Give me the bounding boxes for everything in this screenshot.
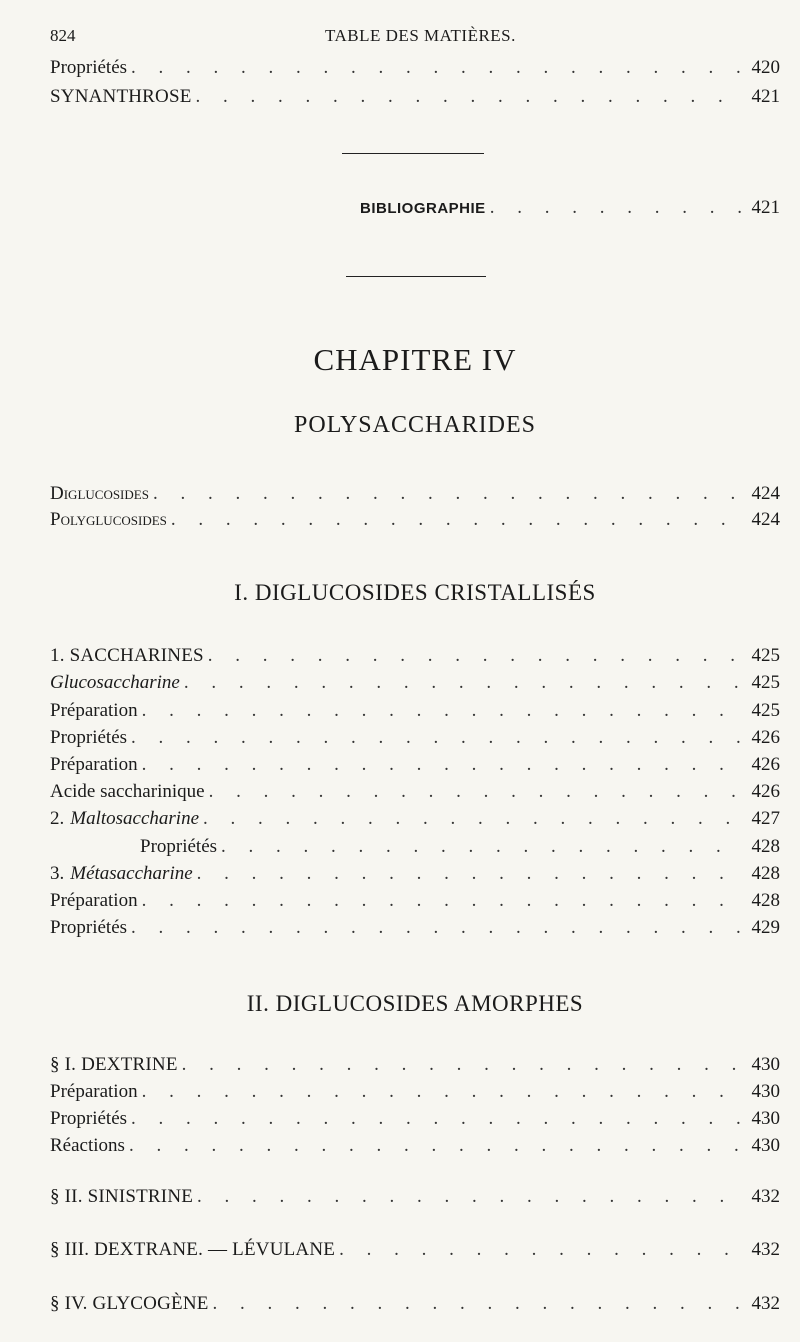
- chapter-title: POLYSACCHARIDES: [294, 412, 536, 438]
- entry-page: 426: [751, 727, 780, 748]
- entry-page: 425: [751, 700, 780, 721]
- entry-label: Métasaccharine: [70, 863, 193, 884]
- toc-entry: [50, 1108, 780, 1134]
- entry-number: 3.: [50, 863, 65, 884]
- entry-page: 426: [751, 781, 780, 802]
- toc-entry: [50, 700, 780, 726]
- leader-dots: [142, 1081, 742, 1103]
- entry-label: Préparation: [50, 890, 138, 911]
- toc-entry-bibliography: [360, 197, 780, 223]
- entry-label: Propriétés: [50, 1108, 128, 1129]
- entry-label: BIBLIOGRAPHIE: [360, 200, 486, 217]
- entry-page: 428: [751, 836, 780, 857]
- leader-dots: [142, 754, 742, 776]
- leader-dots: [490, 197, 742, 219]
- toc-entry: [50, 1135, 780, 1161]
- entry-label: Propriétés: [50, 727, 128, 748]
- leader-dots: [182, 1054, 742, 1076]
- leader-dots: [203, 808, 742, 830]
- entry-page: 430: [751, 1108, 780, 1129]
- leader-dots: [221, 836, 742, 858]
- leader-dots: [197, 863, 742, 885]
- entry-page: 432: [751, 1239, 780, 1260]
- leader-dots: [209, 781, 742, 803]
- leader-dots: [197, 1186, 742, 1208]
- toc-entry: [50, 917, 780, 943]
- entry-label: Propriétés: [50, 57, 128, 78]
- entry-label: 1. SACCHARINES: [50, 645, 204, 666]
- entry-label: § III. DEXTRANE. — LÉVULANE: [50, 1239, 336, 1260]
- toc-entry: [50, 645, 780, 671]
- entry-label: Glucosaccharine: [50, 672, 180, 693]
- leader-dots: [142, 890, 742, 912]
- toc-entry: [50, 863, 780, 889]
- toc-entry: [50, 727, 780, 753]
- entry-label: SYNANTHROSE: [50, 86, 192, 107]
- toc-entry: [50, 1239, 780, 1265]
- toc-entry: [50, 1293, 780, 1319]
- entry-label: Propriétés: [140, 836, 218, 857]
- entry-page: 427: [751, 808, 780, 829]
- entry-page: 425: [751, 645, 780, 666]
- toc-entry: [50, 1054, 780, 1080]
- page-number: 824: [50, 26, 76, 45]
- entry-label: § II. SINISTRINE: [50, 1186, 194, 1207]
- entry-page: 420: [751, 57, 780, 78]
- book-page: [50, 0, 780, 1342]
- toc-entry: [50, 808, 780, 834]
- entry-page: 421: [751, 197, 780, 218]
- page-header: [50, 26, 780, 48]
- toc-entry: [50, 1081, 780, 1107]
- leader-dots: [131, 1108, 742, 1130]
- leader-dots: [171, 509, 742, 531]
- entry-page: 428: [751, 863, 780, 884]
- entry-label: Préparation: [50, 754, 138, 775]
- entry-label: Réactions: [50, 1135, 125, 1156]
- toc-entry: [50, 86, 780, 112]
- entry-page: 425: [751, 672, 780, 693]
- divider-rule: [346, 276, 486, 277]
- entry-label: Acide saccharinique: [50, 781, 205, 802]
- leader-dots: [131, 57, 742, 79]
- entry-page: 432: [751, 1293, 780, 1314]
- divider-rule: [342, 153, 484, 154]
- entry-label: § IV. GLYCOGÈNE: [50, 1293, 209, 1314]
- toc-entry: [50, 672, 780, 698]
- leader-dots: [131, 917, 742, 939]
- chapter-number: CHAPITRE IV: [313, 342, 517, 377]
- entry-label: Diglucosides: [50, 483, 149, 504]
- entry-page: 426: [751, 754, 780, 775]
- entry-page: 429: [751, 917, 780, 938]
- leader-dots: [208, 645, 742, 667]
- running-title: TABLE DES MATIÈRES.: [325, 26, 516, 45]
- entry-page: 421: [751, 86, 780, 107]
- entry-page: 428: [751, 890, 780, 911]
- leader-dots: [129, 1135, 742, 1157]
- entry-page: 432: [751, 1186, 780, 1207]
- leader-dots: [153, 483, 742, 505]
- toc-entry: [50, 754, 780, 780]
- entry-label: Maltosaccharine: [70, 808, 200, 829]
- entry-page: 430: [751, 1081, 780, 1102]
- entry-page: 430: [751, 1054, 780, 1075]
- toc-entry: [50, 509, 780, 535]
- section-title: II. DIGLUCOSIDES AMORPHES: [246, 991, 584, 1016]
- toc-entry: [50, 890, 780, 916]
- toc-entry: [140, 836, 780, 862]
- entry-label: § I. DEXTRINE: [50, 1054, 178, 1075]
- entry-label: Préparation: [50, 700, 138, 721]
- leader-dots: [142, 700, 742, 722]
- leader-dots: [196, 86, 742, 108]
- leader-dots: [131, 727, 742, 749]
- leader-dots: [213, 1293, 742, 1315]
- leader-dots: [184, 672, 742, 694]
- entry-page: 424: [751, 483, 780, 504]
- entry-label: Préparation: [50, 1081, 138, 1102]
- toc-entry: [50, 483, 780, 509]
- entry-label: Polyglucosides: [50, 509, 167, 530]
- entry-page: 430: [751, 1135, 780, 1156]
- entry-page: 424: [751, 509, 780, 530]
- toc-entry: [50, 57, 780, 83]
- entry-number: 2.: [50, 808, 65, 829]
- toc-entry: [50, 1186, 780, 1212]
- section-title: I. DIGLUCOSIDES CRISTALLISÉS: [234, 580, 596, 605]
- entry-label: Propriétés: [50, 917, 128, 938]
- toc-entry: [50, 781, 780, 807]
- leader-dots: [339, 1239, 742, 1261]
